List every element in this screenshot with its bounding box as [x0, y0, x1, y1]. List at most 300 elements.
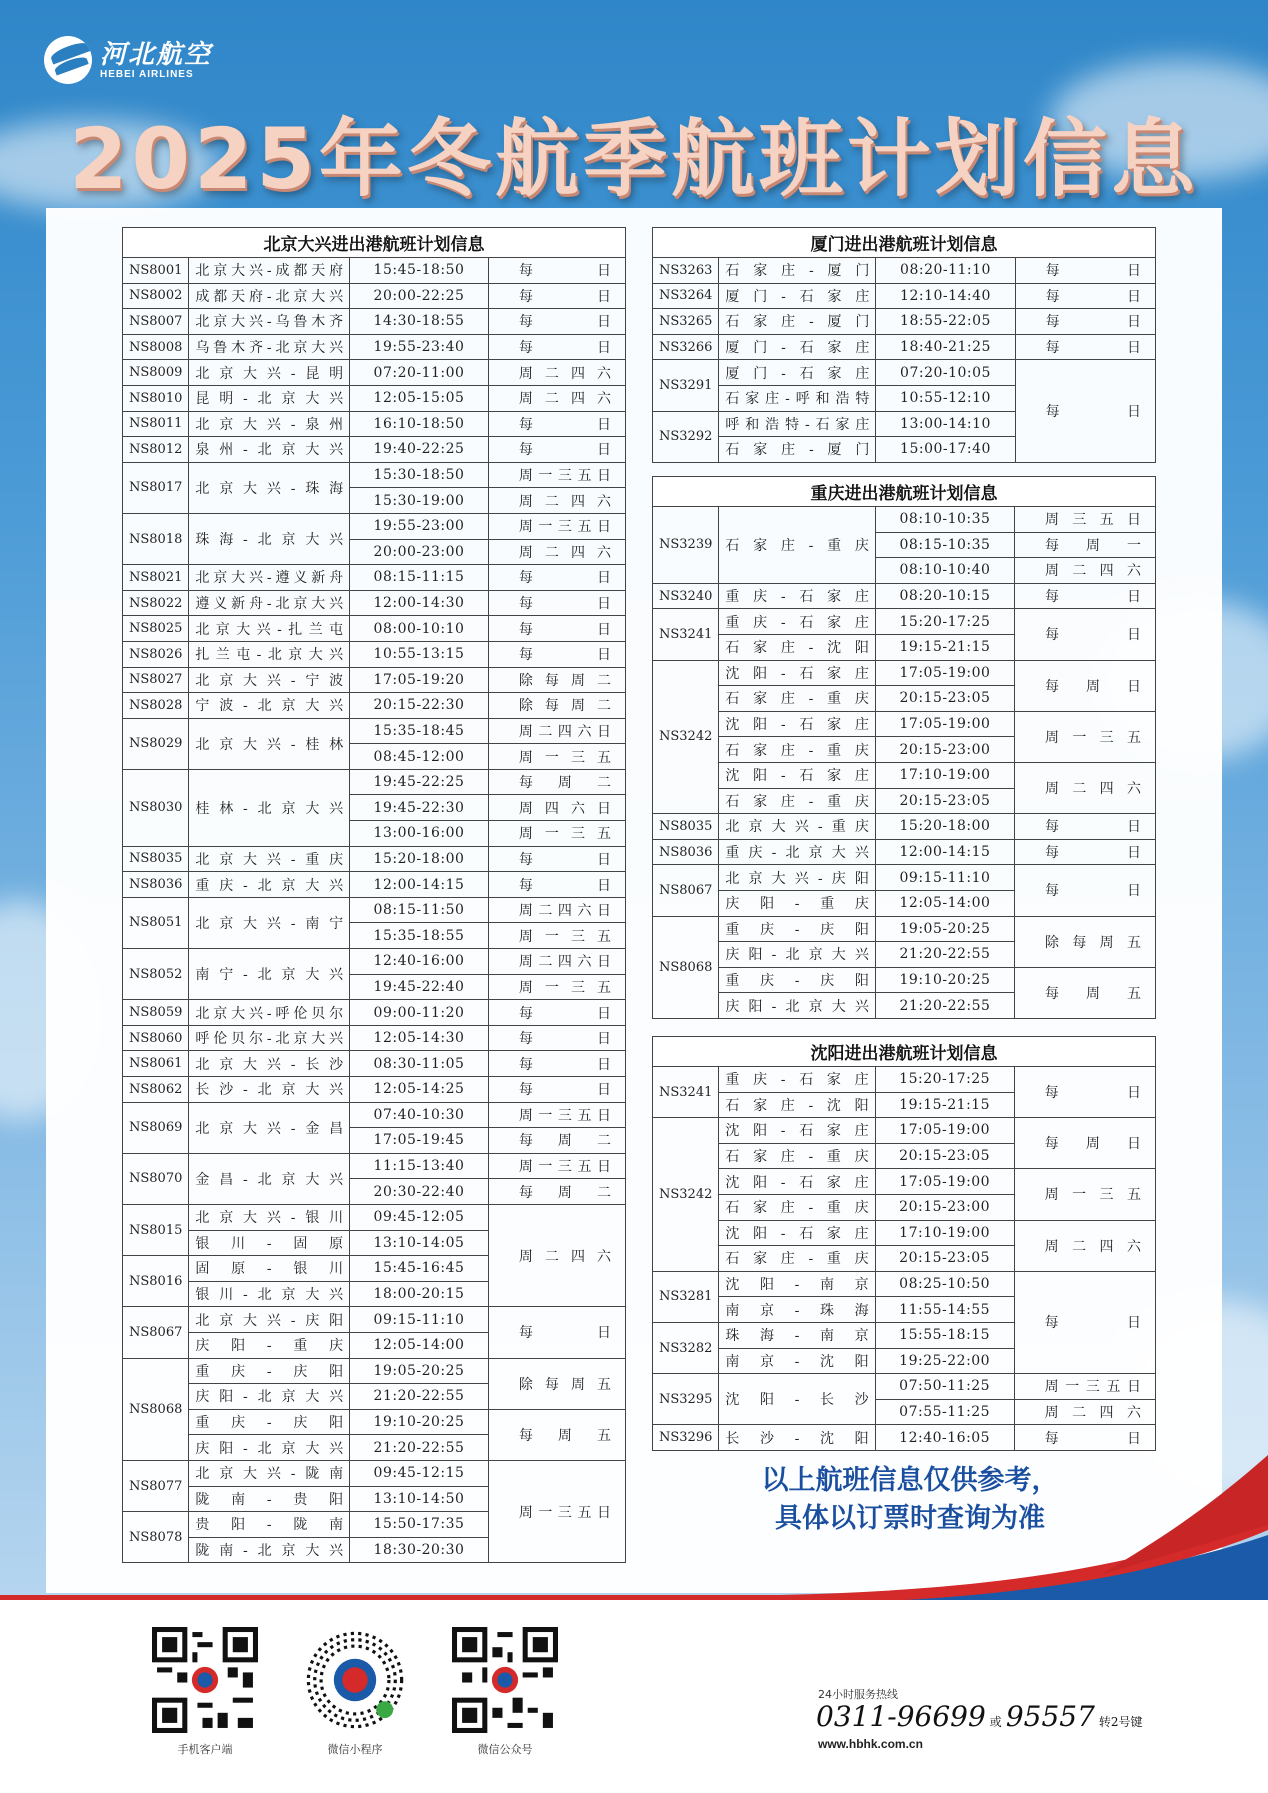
operating-days: 周一三五	[488, 821, 625, 847]
table-row	[123, 897, 626, 923]
flight-number: NS8008	[123, 334, 189, 360]
flight-number: NS3265	[653, 309, 719, 335]
route: 北京大兴-陇南	[189, 1460, 350, 1486]
time-range: 15:35-18:55	[350, 923, 489, 949]
operating-days: 周一三五日	[488, 1102, 625, 1128]
time-range: 07:20-11:00	[350, 360, 489, 386]
flight-number: NS8012	[123, 437, 189, 463]
xiamen-schedule-table	[652, 227, 1156, 463]
flight-number: NS8036	[123, 872, 189, 898]
route: 成都天府-北京大兴	[189, 283, 350, 309]
route: 北京大兴-金昌	[189, 1102, 350, 1153]
table-row	[653, 660, 1156, 686]
time-range: 20:30-22:40	[350, 1179, 489, 1205]
route: 北京大兴-桂林	[189, 718, 350, 769]
operating-days: 周二四六	[1015, 558, 1156, 584]
flight-number: NS3292	[653, 411, 719, 462]
time-range: 19:45-22:25	[350, 769, 489, 795]
route: 重庆-庆阳	[719, 916, 876, 942]
flight-number: NS3240	[653, 583, 719, 609]
flight-number: NS3264	[653, 283, 719, 309]
route: 长沙-北京大兴	[189, 1077, 350, 1103]
table-row	[653, 334, 1156, 360]
table-row	[123, 590, 626, 616]
route: 北京大兴-银川	[189, 1204, 350, 1230]
time-range: 19:15-21:15	[875, 1092, 1014, 1118]
time-range: 19:45-22:30	[350, 795, 489, 821]
operating-days: 除每周二	[488, 693, 625, 719]
flight-number: NS8022	[123, 590, 189, 616]
time-range: 08:10-10:40	[875, 558, 1014, 584]
flight-number: NS8028	[123, 693, 189, 719]
table-row	[653, 360, 1156, 386]
time-range: 09:45-12:15	[350, 1460, 489, 1486]
page-title: 2025年冬航季航班计划信息	[69, 110, 1199, 208]
flight-number: NS3266	[653, 334, 719, 360]
route: 重庆-北京大兴	[719, 839, 876, 865]
phone-secondary[interactable]: 95557	[1005, 1700, 1095, 1733]
route: 厦门-石家庄	[719, 283, 876, 309]
table-row	[123, 1307, 626, 1333]
time-range: 08:15-11:15	[350, 565, 489, 591]
time-range: 12:00-14:15	[350, 872, 489, 898]
time-range: 15:20-18:00	[350, 846, 489, 872]
time-range: 10:55-12:10	[876, 385, 1015, 411]
time-range: 20:15-23:00	[875, 1194, 1014, 1220]
flight-number: NS3282	[653, 1322, 719, 1373]
route: 北京大兴-昆明	[189, 360, 350, 386]
operating-days: 每日	[488, 411, 625, 437]
wechat-account-qr-icon[interactable]	[452, 1627, 558, 1733]
route: 沈阳-石家庄	[719, 762, 876, 788]
notice-line-2: 具体以订票时查询为准	[775, 1503, 1045, 1534]
beijing-caption: 北京大兴进出港航班计划信息	[122, 227, 626, 257]
time-range: 12:40-16:00	[350, 949, 489, 975]
table-row	[653, 309, 1156, 335]
route: 北京大兴-扎兰屯	[189, 616, 350, 642]
flight-number: NS8068	[653, 916, 719, 1018]
route: 重庆-北京大兴	[189, 872, 350, 898]
route: 北京大兴-乌鲁木齐	[189, 309, 350, 335]
flight-number: NS8026	[123, 641, 189, 667]
time-range: 16:10-18:50	[350, 411, 489, 437]
route: 石家庄-重庆	[719, 1143, 875, 1169]
route: 庆阳-北京大兴	[719, 942, 876, 968]
route: 贵阳-陇南	[189, 1512, 350, 1538]
table-row	[123, 1051, 626, 1077]
route: 北京大兴-珠海	[189, 462, 350, 513]
time-range: 15:50-17:35	[350, 1512, 489, 1538]
time-range: 20:15-22:30	[350, 693, 489, 719]
table-row	[123, 437, 626, 463]
operating-days: 每日	[488, 1077, 625, 1103]
route: 北京大兴-泉州	[189, 411, 350, 437]
flight-number: NS8011	[123, 411, 189, 437]
time-range: 19:55-23:00	[350, 513, 489, 539]
operating-days: 每周二	[488, 769, 625, 795]
time-range: 08:15-10:35	[875, 532, 1014, 558]
operating-days: 每日	[488, 565, 625, 591]
operating-days: 周二四六	[488, 539, 625, 565]
table-row	[653, 507, 1156, 533]
time-range: 19:55-23:40	[350, 334, 489, 360]
operating-days: 每日	[1014, 1067, 1155, 1118]
operating-days: 周三五日	[1015, 507, 1156, 533]
time-range: 20:15-23:05	[875, 1246, 1014, 1272]
table-row	[123, 616, 626, 642]
route: 遵义新舟-北京大兴	[189, 590, 350, 616]
table-row	[123, 283, 626, 309]
flight-number: NS3291	[653, 360, 719, 411]
route: 石家庄-重庆	[719, 507, 876, 584]
route: 重庆-石家庄	[719, 1067, 875, 1093]
operating-days: 每日	[488, 437, 625, 463]
route: 南京-沈阳	[719, 1348, 875, 1374]
time-range: 20:15-23:00	[875, 737, 1014, 763]
operating-days: 每日	[488, 1307, 625, 1358]
route: 北京大兴-庆阳	[719, 865, 876, 891]
chongqing-schedule-table	[652, 476, 1156, 1019]
time-range: 15:45-18:50	[350, 258, 489, 284]
operating-days: 每日	[488, 846, 625, 872]
time-range: 17:05-19:20	[350, 667, 489, 693]
time-range: 19:25-22:00	[875, 1348, 1014, 1374]
operating-days: 每日	[488, 872, 625, 898]
time-range: 08:00-10:10	[350, 616, 489, 642]
operating-days: 每日	[1015, 258, 1155, 284]
time-range: 15:30-19:00	[350, 488, 489, 514]
route: 珠海-南京	[719, 1322, 875, 1348]
operating-days: 每周二	[488, 1179, 625, 1205]
table-row	[123, 949, 626, 975]
route: 北京大兴-成都天府	[189, 258, 350, 284]
flight-number: NS3241	[653, 609, 719, 660]
route: 南宁-北京大兴	[189, 949, 350, 1000]
flight-number: NS3242	[653, 1118, 719, 1272]
operating-days: 每日	[488, 616, 625, 642]
app-qr-code-icon[interactable]	[152, 1627, 258, 1733]
time-range: 15:30-18:50	[350, 462, 489, 488]
time-range: 13:10-14:50	[350, 1486, 489, 1512]
table-row	[653, 1271, 1156, 1297]
route: 厦门-石家庄	[719, 360, 876, 386]
time-range: 09:15-11:10	[875, 865, 1014, 891]
flight-number: NS8036	[653, 839, 719, 865]
route: 北京大兴-重庆	[719, 814, 876, 840]
flight-number: NS3296	[653, 1425, 719, 1451]
time-range: 17:10-19:00	[875, 1220, 1014, 1246]
time-range: 18:40-21:25	[876, 334, 1015, 360]
flight-number: NS8062	[123, 1077, 189, 1103]
operating-days: 每日	[488, 309, 625, 335]
time-range: 21:20-22:55	[875, 942, 1014, 968]
table-row	[123, 1102, 626, 1128]
route: 宁波-北京大兴	[189, 693, 350, 719]
operating-days: 周一三五日	[488, 513, 625, 539]
table-row	[123, 693, 626, 719]
time-range: 11:55-14:55	[875, 1297, 1014, 1323]
time-range: 15:20-17:25	[875, 1067, 1014, 1093]
time-range: 08:30-11:05	[350, 1051, 489, 1077]
table-row	[123, 1000, 626, 1026]
route: 重庆-石家庄	[719, 609, 876, 635]
route: 北京大兴-宁波	[189, 667, 350, 693]
route: 石家庄-重庆	[719, 1194, 875, 1220]
route: 厦门-石家庄	[719, 334, 876, 360]
operating-days: 每周二	[488, 1128, 625, 1154]
route: 石家庄-厦门	[719, 258, 876, 284]
route: 昆明-北京大兴	[189, 385, 350, 411]
route: 桂林-北京大兴	[189, 769, 350, 846]
time-range: 12:05-14:25	[350, 1077, 489, 1103]
route: 沈阳-石家庄	[719, 1169, 875, 1195]
flight-number: NS8001	[123, 258, 189, 284]
time-range: 15:20-18:00	[875, 814, 1014, 840]
flight-number: NS8017	[123, 462, 189, 513]
operating-days: 周二四六	[488, 1204, 625, 1306]
time-range: 19:45-22:40	[350, 974, 489, 1000]
flight-number: NS8015	[123, 1204, 189, 1255]
table-row	[123, 385, 626, 411]
xiamen-caption: 厦门进出港航班计划信息	[652, 227, 1156, 257]
time-range: 21:20-22:55	[350, 1435, 489, 1461]
flight-number: NS8018	[123, 513, 189, 564]
time-range: 20:00-22:25	[350, 283, 489, 309]
time-range: 07:55-11:25	[875, 1399, 1014, 1425]
phone-ext: 转2号键	[1098, 1715, 1143, 1729]
operating-days: 每日	[1014, 1425, 1155, 1451]
time-range: 19:05-20:25	[350, 1358, 489, 1384]
operating-days: 每周五	[1015, 967, 1156, 1018]
flight-number: NS8078	[123, 1512, 189, 1563]
time-range: 08:45-12:00	[350, 744, 489, 770]
operating-days: 周二四六日	[488, 897, 625, 923]
operating-days: 周一三五日	[1014, 1374, 1155, 1400]
route: 南京-珠海	[719, 1297, 875, 1323]
table-row	[123, 641, 626, 667]
table-row	[653, 865, 1156, 891]
route: 北京大兴-庆阳	[189, 1307, 350, 1333]
table-row	[123, 769, 626, 795]
operating-days: 除每周五	[1015, 916, 1156, 967]
table-row	[653, 711, 1156, 737]
flight-number: NS8035	[123, 846, 189, 872]
time-range: 15:45-16:45	[350, 1256, 489, 1282]
time-range: 20:15-23:05	[875, 1143, 1014, 1169]
time-range: 08:25-10:50	[875, 1271, 1014, 1297]
table-row	[123, 1409, 626, 1435]
time-range: 20:00-23:00	[350, 539, 489, 565]
route: 呼伦贝尔-北京大兴	[189, 1025, 350, 1051]
operating-days: 每日	[488, 283, 625, 309]
operating-days: 每日	[488, 641, 625, 667]
time-range: 17:10-19:00	[875, 762, 1014, 788]
operating-days: 周二四六	[1014, 1220, 1155, 1271]
operating-days: 每日	[488, 1025, 625, 1051]
table-row	[653, 1118, 1156, 1144]
table-row	[123, 309, 626, 335]
operating-days: 每日	[1015, 334, 1155, 360]
operating-days: 周一三五	[488, 744, 625, 770]
time-range: 12:05-14:30	[350, 1025, 489, 1051]
operating-days: 每日	[488, 1051, 625, 1077]
time-range: 17:05-19:00	[875, 1169, 1014, 1195]
flight-number: NS3241	[653, 1067, 719, 1118]
time-range: 08:10-10:35	[875, 507, 1014, 533]
shenyang-schedule-table	[652, 1036, 1156, 1451]
flight-number: NS8067	[123, 1307, 189, 1358]
route: 重庆-庆阳	[189, 1358, 350, 1384]
time-range: 14:30-18:55	[350, 309, 489, 335]
table-row	[123, 872, 626, 898]
time-range: 17:05-19:45	[350, 1128, 489, 1154]
operating-days: 除每周五	[488, 1358, 625, 1409]
route: 北京大兴-长沙	[189, 1051, 350, 1077]
time-range: 08:20-10:15	[875, 583, 1014, 609]
route: 沈阳-长沙	[719, 1374, 875, 1425]
time-range: 19:15-21:15	[875, 634, 1014, 660]
route: 沈阳-石家庄	[719, 1220, 875, 1246]
miniprogram-code-icon[interactable]	[302, 1627, 408, 1733]
time-range: 19:10-20:25	[875, 967, 1014, 993]
operating-days: 每日	[1015, 583, 1156, 609]
time-range: 12:40-16:05	[875, 1425, 1014, 1451]
table-row	[123, 258, 626, 284]
table-row	[653, 839, 1156, 865]
flight-number: NS8016	[123, 1256, 189, 1307]
time-range: 18:00-20:15	[350, 1281, 489, 1307]
route: 石家庄-重庆	[719, 788, 876, 814]
route: 泉州-北京大兴	[189, 437, 350, 463]
route: 重庆-庆阳	[719, 967, 876, 993]
table-row	[653, 1425, 1156, 1451]
table-row	[123, 1153, 626, 1179]
operating-days: 每周日	[1015, 660, 1156, 711]
table-row	[653, 916, 1156, 942]
operating-days: 周一三五日	[488, 1460, 625, 1562]
route: 庆阳-重庆	[189, 1332, 350, 1358]
route: 沈阳-石家庄	[719, 711, 876, 737]
time-range: 09:00-11:20	[350, 1000, 489, 1026]
operating-days: 周二四六	[488, 488, 625, 514]
route: 银川-北京大兴	[189, 1281, 350, 1307]
time-range: 20:15-23:05	[875, 788, 1014, 814]
flight-number: NS8009	[123, 360, 189, 386]
operating-days: 周一三五日	[488, 462, 625, 488]
hotline-label: 24小时服务热线	[818, 1688, 898, 1701]
table-row	[123, 1204, 626, 1230]
time-range: 07:50-11:25	[875, 1374, 1014, 1400]
route: 石家庄-沈阳	[719, 634, 876, 660]
route: 石家庄-呼和浩特	[719, 385, 876, 411]
flight-number: NS8002	[123, 283, 189, 309]
time-range: 12:00-14:30	[350, 590, 489, 616]
operating-days: 每周一	[1015, 532, 1156, 558]
time-range: 12:10-14:40	[876, 283, 1015, 309]
operating-days: 周四六日	[488, 795, 625, 821]
table-row	[123, 1077, 626, 1103]
table-row	[653, 283, 1156, 309]
time-range: 08:15-11:50	[350, 897, 489, 923]
route: 陇南-北京大兴	[189, 1537, 350, 1563]
operating-days: 每周日	[1014, 1118, 1155, 1169]
time-range: 11:15-13:40	[350, 1153, 489, 1179]
flight-number: NS8035	[653, 814, 719, 840]
time-range: 08:20-11:10	[876, 258, 1015, 284]
route: 石家庄-重庆	[719, 1246, 875, 1272]
route: 乌鲁木齐-北京大兴	[189, 334, 350, 360]
operating-days: 每日	[1014, 1271, 1155, 1373]
brand-name-en: HEBEI AIRLINES	[100, 68, 194, 80]
flight-number: NS8077	[123, 1460, 189, 1511]
chongqing-caption: 重庆进出港航班计划信息	[652, 476, 1156, 506]
time-range: 15:35-18:45	[350, 718, 489, 744]
table-row	[653, 1220, 1156, 1246]
flight-number: NS8021	[123, 565, 189, 591]
table-row	[653, 583, 1156, 609]
flight-number: NS8061	[123, 1051, 189, 1077]
time-range: 19:05-20:25	[875, 916, 1014, 942]
time-range: 12:00-14:15	[875, 839, 1014, 865]
route: 银川-固原	[189, 1230, 350, 1256]
qr-label-wechat: 微信公众号	[477, 1743, 533, 1756]
operating-days: 每日	[488, 334, 625, 360]
flight-number: NS8051	[123, 897, 189, 948]
table-row	[123, 667, 626, 693]
time-range: 20:15-23:05	[875, 686, 1014, 712]
time-range: 15:00-17:40	[876, 437, 1015, 463]
phone-primary[interactable]: 0311-96699	[816, 1700, 986, 1733]
time-range: 13:00-16:00	[350, 821, 489, 847]
route: 沈阳-南京	[719, 1271, 875, 1297]
table-row	[653, 967, 1156, 993]
route: 陇南-贵阳	[189, 1486, 350, 1512]
website-link[interactable]: www.hbhk.com.cn	[818, 1737, 923, 1751]
table-row	[123, 462, 626, 488]
flight-number: NS8067	[653, 865, 719, 916]
operating-days: 每日	[1015, 283, 1155, 309]
table-row	[653, 814, 1156, 840]
time-range: 17:05-19:00	[875, 711, 1014, 737]
table-row	[653, 1067, 1156, 1093]
operating-days: 周二四六日	[488, 718, 625, 744]
time-range: 18:55-22:05	[876, 309, 1015, 335]
operating-days: 周一三五日	[488, 1153, 625, 1179]
operating-days: 周一三五	[1015, 711, 1156, 762]
table-row	[123, 1025, 626, 1051]
time-range: 09:45-12:05	[350, 1204, 489, 1230]
time-range: 13:00-14:10	[876, 411, 1015, 437]
flight-number: NS8007	[123, 309, 189, 335]
flight-number: NS8070	[123, 1153, 189, 1204]
flight-number: NS8068	[123, 1358, 189, 1460]
flight-number: NS3295	[653, 1374, 719, 1425]
time-range: 10:55-13:15	[350, 641, 489, 667]
route: 固原-银川	[189, 1256, 350, 1282]
route: 长沙-沈阳	[719, 1425, 875, 1451]
table-row	[653, 609, 1156, 635]
time-range: 19:10-20:25	[350, 1409, 489, 1435]
time-range: 15:20-17:25	[875, 609, 1014, 635]
qr-label-app: 手机客户端	[177, 1743, 233, 1756]
table-row	[123, 411, 626, 437]
route: 北京大兴-呼伦贝尔	[189, 1000, 350, 1026]
time-range: 17:05-19:00	[875, 660, 1014, 686]
operating-days: 每日	[488, 258, 625, 284]
flight-number: NS8027	[123, 667, 189, 693]
time-range: 07:40-10:30	[350, 1102, 489, 1128]
time-range: 07:20-10:05	[876, 360, 1015, 386]
